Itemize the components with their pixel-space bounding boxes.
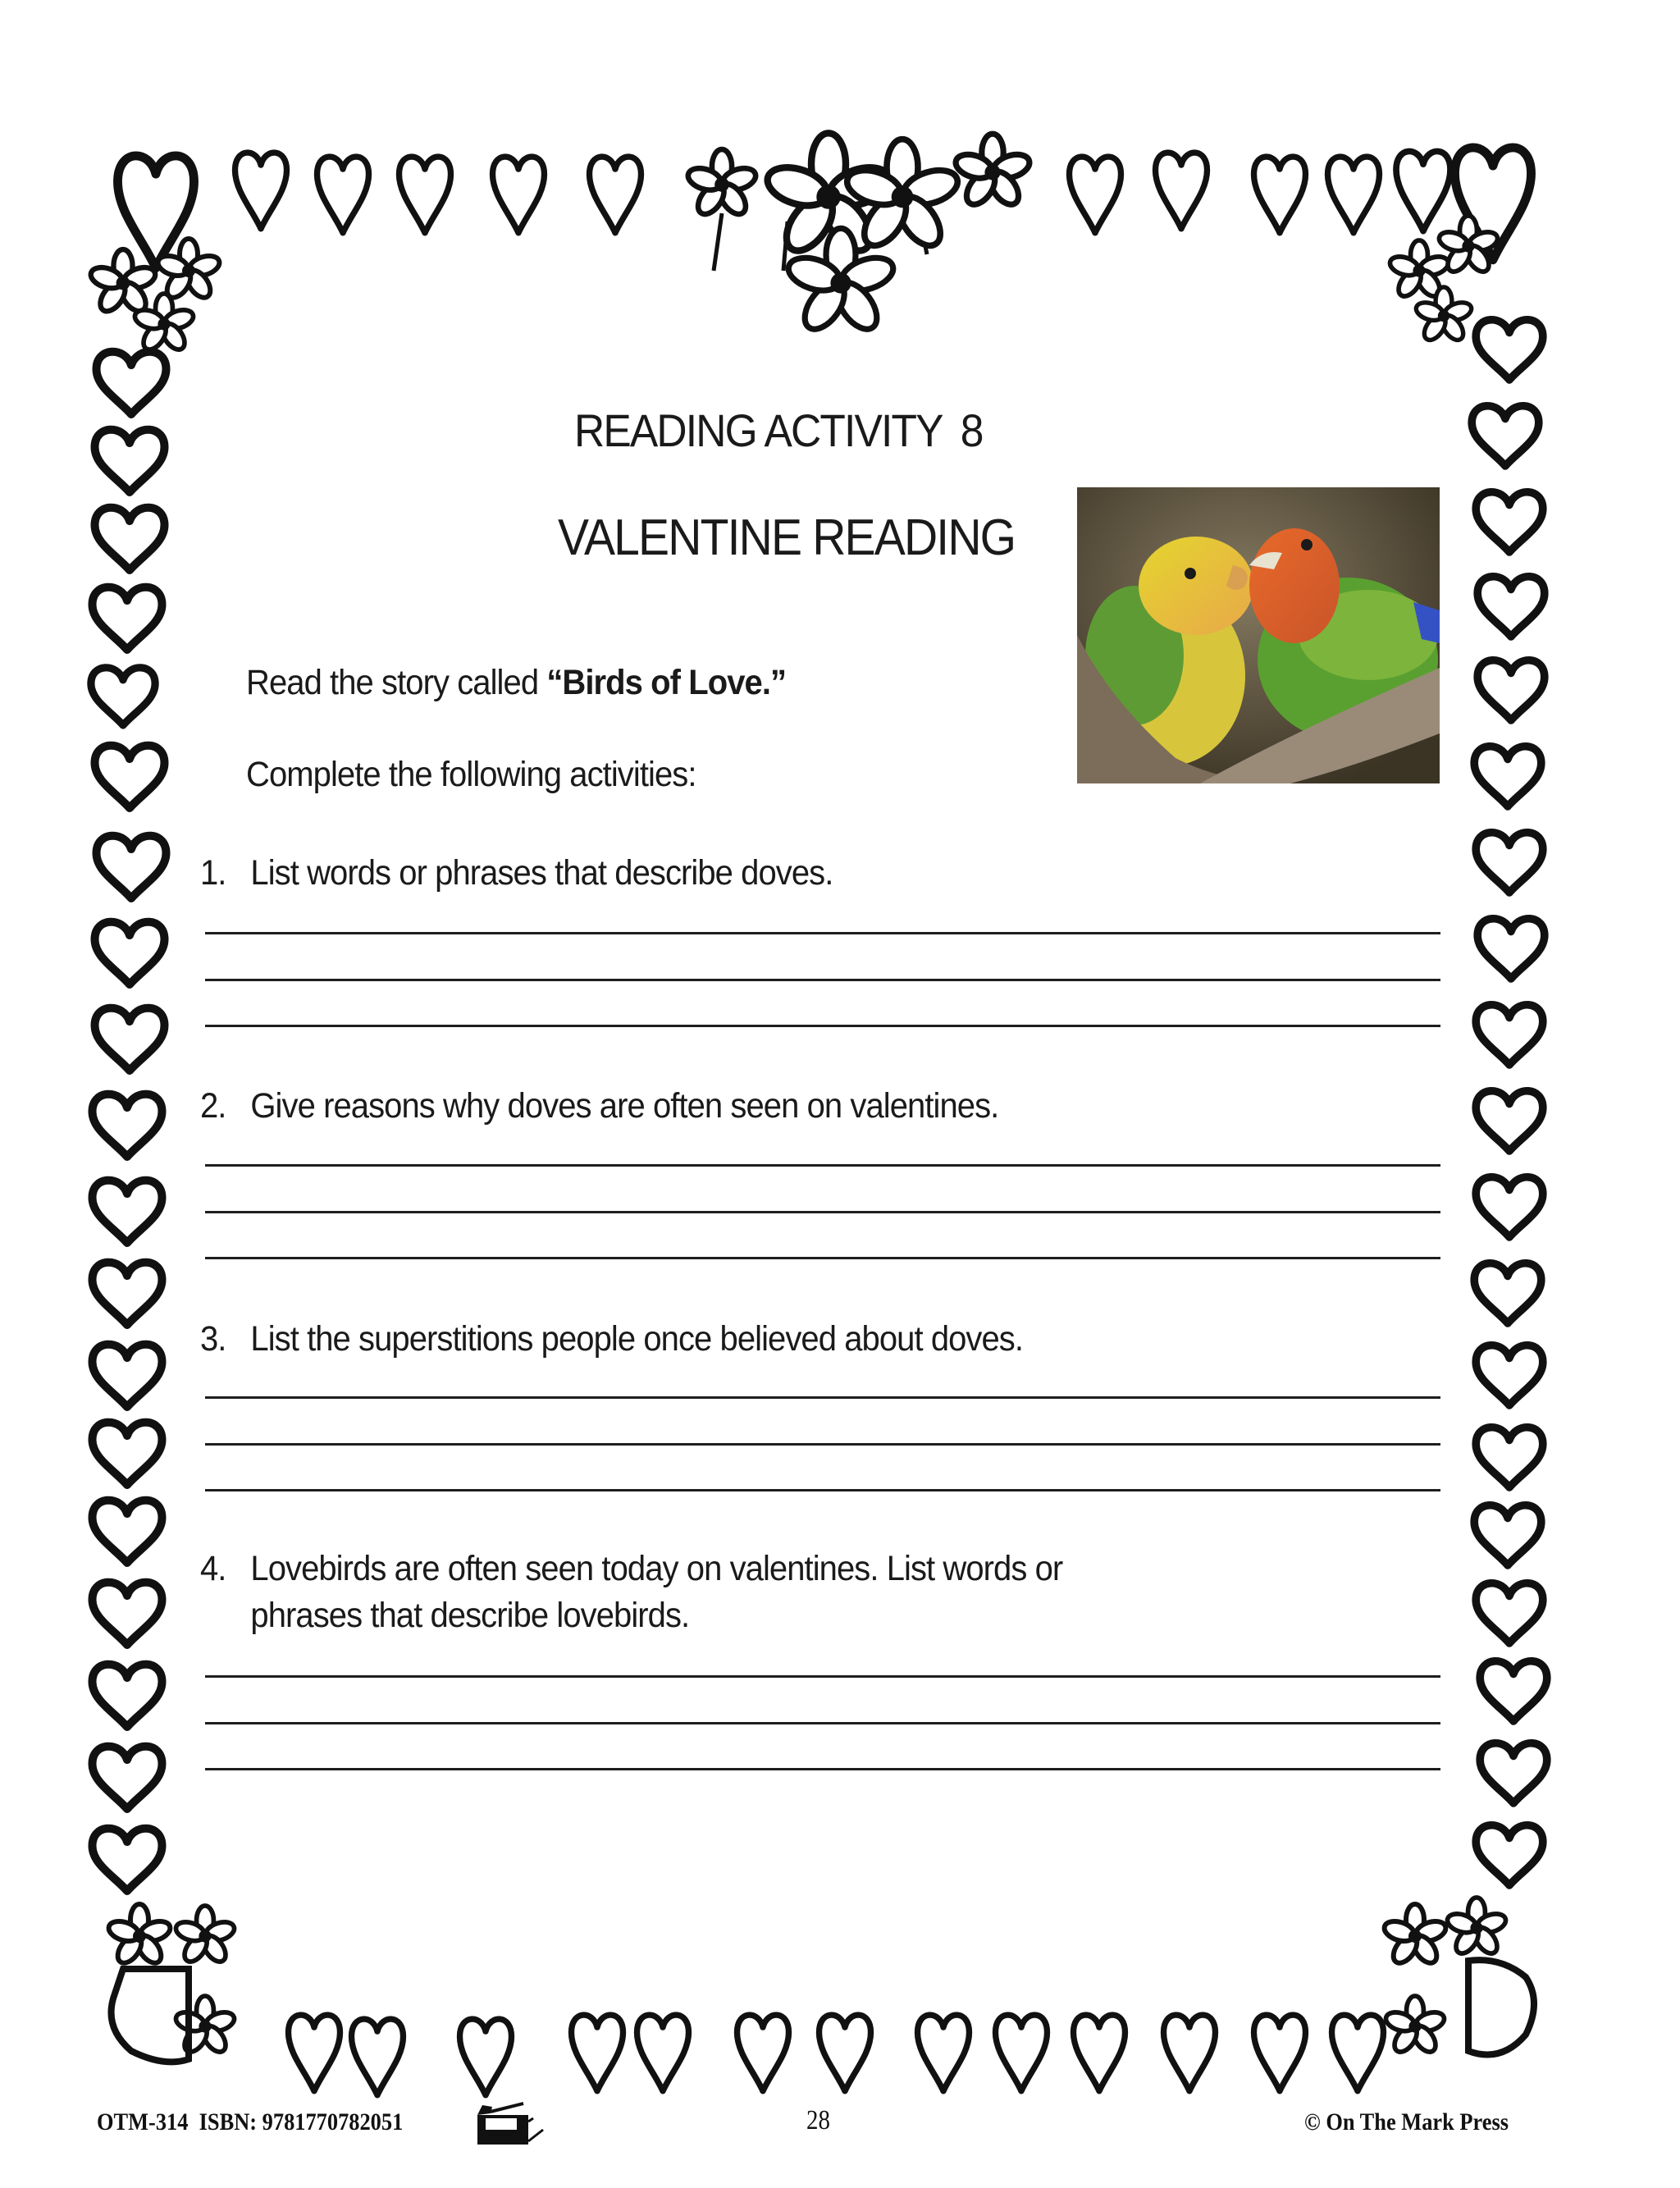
isbn-number: 9781770782051: [262, 2108, 404, 2135]
read-story-instruction: [246, 663, 786, 703]
isbn-label: ISBN:: [199, 2108, 258, 2135]
answer-line-1b[interactable]: [205, 979, 1440, 981]
top-hearts-right: [1070, 148, 1532, 260]
answer-line-3c[interactable]: [205, 1489, 1440, 1491]
top-hearts-left: [118, 153, 641, 268]
question-text: Lovebirds are often seen today on valentines. List words or: [250, 1549, 1063, 1588]
complete-instruction: Complete the following activities:: [246, 755, 696, 794]
answer-line-1a[interactable]: [205, 932, 1440, 934]
answer-line-3a[interactable]: [205, 1396, 1440, 1399]
question-text: List words or phrases that describe doves.: [250, 853, 833, 893]
question-number: 1.: [200, 853, 226, 893]
read-prefix: Read the story called: [246, 663, 547, 702]
answer-line-2c[interactable]: [205, 1257, 1440, 1259]
question-number: 4.: [200, 1549, 226, 1588]
answer-line-2a[interactable]: [205, 1164, 1440, 1167]
question-text: Give reasons why doves are often seen on valentines.: [250, 1086, 999, 1126]
product-code: OTM-314: [97, 2108, 189, 2135]
question-number: 2.: [200, 1086, 226, 1126]
answer-line-4b[interactable]: [205, 1722, 1440, 1724]
lovebirds-photo: [1077, 487, 1440, 783]
question-1: [200, 850, 833, 897]
question-2: [200, 1083, 998, 1130]
answer-line-2b[interactable]: [205, 1211, 1440, 1213]
page-title: VALENTINE READING: [558, 509, 1016, 566]
page-number: 28: [806, 2105, 830, 2135]
page-footer: [0, 2105, 1680, 2149]
copyright: © On The Mark Press: [1304, 2108, 1509, 2135]
right-hearts-column: [1472, 320, 1547, 1885]
answer-line-4c[interactable]: [205, 1768, 1440, 1770]
bottom-hearts-row: [289, 2015, 1384, 2095]
answer-line-4a[interactable]: [205, 1675, 1440, 1678]
question-4: [200, 1546, 1062, 1639]
activity-label: READING ACTIVITY: [574, 404, 943, 456]
question-number: 3.: [200, 1319, 226, 1359]
activity-heading: [46, 404, 1591, 457]
answer-line-1c[interactable]: [205, 1025, 1440, 1027]
question-text: List the superstitions people once believed about doves.: [250, 1319, 1024, 1359]
left-hearts-column: [91, 352, 167, 1891]
answer-line-3b[interactable]: [205, 1443, 1440, 1446]
footer-publication-info: [97, 2108, 403, 2136]
question-3: [200, 1316, 1023, 1363]
photocopier-icon: [474, 2102, 563, 2146]
question-text-continuation: phrases that describe lovebirds.: [250, 1596, 690, 1635]
story-title: “Birds of Love.”: [546, 663, 787, 702]
top-flower-cluster: [685, 133, 1032, 336]
activity-number: 8: [960, 404, 983, 456]
